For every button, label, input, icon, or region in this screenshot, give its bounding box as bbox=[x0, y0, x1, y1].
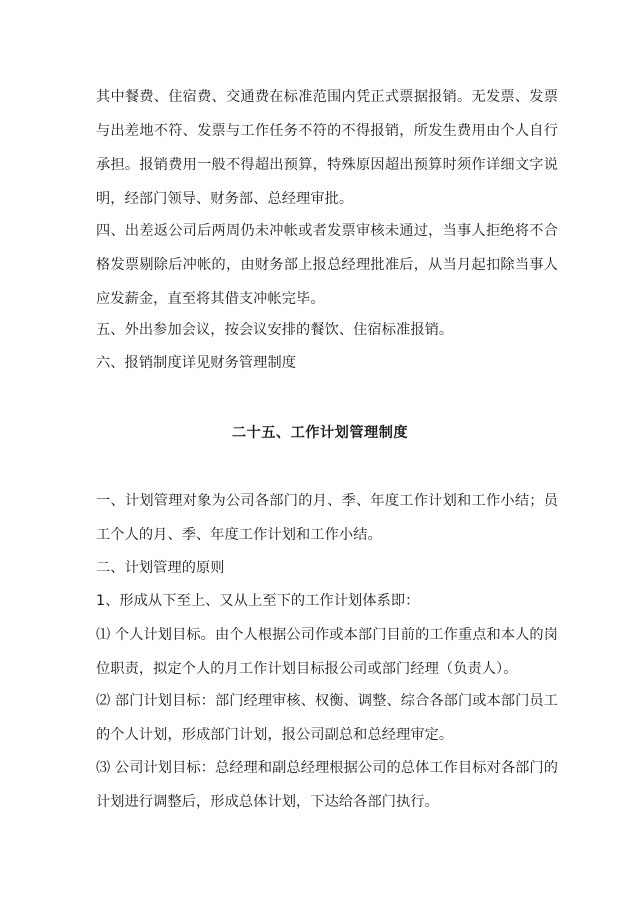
paragraph-plan-principles: 二、计划管理的原则 bbox=[96, 560, 225, 576]
paragraph-item-six: 六、报销制度详见财务管理制度 bbox=[96, 355, 297, 371]
paragraph-reimbursement-rules: 其中餐费、住宿费、交通费在标准范围内凭正式票据报销。无发票、发票与出差地不符、发票与工作任务不符的不得报销，所发生费用由个人自行承担。报销费用一般不得超出预算，特殊原因超出预算时须作详细文字说明，经部门领导、财务部、总经理审批。 bbox=[96, 89, 558, 207]
paragraph-department-plan: ⑵ 部门计划目标：部门经理审核、权衡、调整、综合各部门或本部门员工的个人计划，形成部门计划，报公司副总和总经理审定。 bbox=[96, 693, 558, 743]
paragraph-plan-system: 1、形成从下至上、又从上至下的工作计划体系即： bbox=[96, 593, 420, 609]
paragraph-plan-scope: 一、计划管理对象为公司各部门的月、季、年度工作计划和工作小结；员工个人的月、季、年度工作计划和工作小结。 bbox=[96, 493, 558, 543]
paragraph-item-four: 四、出差返公司后两周仍未冲帐或者发票审核未通过，当事人拒绝将不合格发票剔除后冲帐的，由财务部上报总经理批准后，从当月起扣除当事人应发薪金，直至将其借支冲帐完毕。 bbox=[96, 223, 558, 307]
paragraph-company-plan: ⑶ 公司计划目标：总经理和副总经理根据公司的总体工作目标对各部门的计划进行调整后，形成总体计划，下达给各部门执行。 bbox=[96, 760, 558, 810]
paragraph-personal-plan: ⑴ 个人计划目标。由个人根据公司作或本部门目前的工作重点和本人的岗位职责，拟定个人的月工作计划目标报公司或部门经理（负责人）。 bbox=[96, 627, 558, 677]
paragraph-item-five: 五、外出参加会议，按会议安排的餐饮、住宿标准报销。 bbox=[96, 322, 454, 338]
section-title: 二十五、工作计划管理制度 bbox=[231, 425, 409, 441]
